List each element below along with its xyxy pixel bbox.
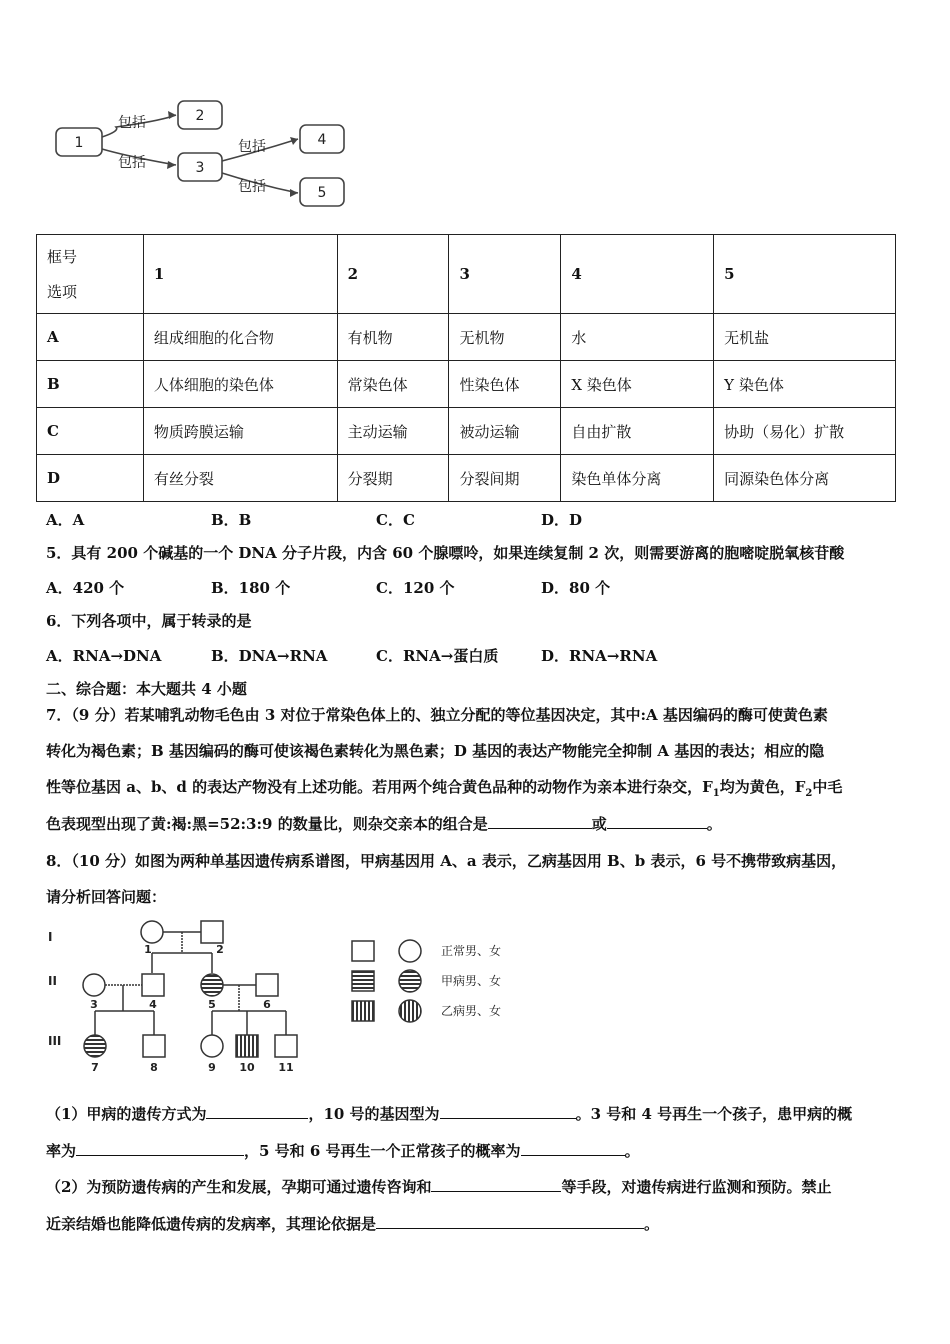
table-cell: 人体细胞的染色体 xyxy=(143,361,337,408)
q7-line-3-text: 中毛 xyxy=(812,778,843,796)
legend-disease-b-female xyxy=(399,1000,421,1022)
q5-option-d[interactable]: D．80 个 xyxy=(541,579,611,597)
legend-label: 乙病男、女 xyxy=(441,1004,502,1018)
header-bottom: 选项 xyxy=(47,283,78,301)
node-label-4: 4 xyxy=(317,132,327,148)
table-cell: 分裂期 xyxy=(337,455,449,502)
q8-part-1-line-2 xyxy=(46,1141,640,1161)
table-cell: 有丝分裂 xyxy=(143,455,337,502)
node-label-1: 1 xyxy=(74,135,84,151)
answer-blank[interactable] xyxy=(440,1104,576,1119)
legend-disease-a-male xyxy=(352,971,374,991)
individual-number: 5 xyxy=(208,998,216,1011)
answer-blank[interactable] xyxy=(431,1177,561,1192)
table-cell: 无机盐 xyxy=(714,314,896,361)
q8-text: 等手段，对遗传病进行监测和预防。禁止 xyxy=(561,1178,832,1196)
individual-number: 2 xyxy=(216,943,224,956)
node-label-2: 2 xyxy=(195,108,205,124)
header-top: 框号 xyxy=(47,248,78,266)
table-cell: 水 xyxy=(561,314,714,361)
individual-number: 10 xyxy=(239,1061,255,1074)
table-cell: 性染色体 xyxy=(449,361,561,408)
q8-text: 。 xyxy=(644,1215,660,1233)
edge-label: 包括 xyxy=(118,115,146,131)
pedigree-female-normal xyxy=(201,1035,223,1057)
table-cell: 协助（易化）扩散 xyxy=(714,408,896,455)
individual-number: 11 xyxy=(278,1061,294,1074)
q7-line-1: 7．（9 分）若某哺乳动物毛色由 3 对位于常染色体上的、独立分配的等位基因决定，其中:A 基因编码的酶可使黄色素 xyxy=(46,706,828,724)
table-cell: 无机物 xyxy=(449,314,561,361)
q6-option-b[interactable]: B．DNA→RNA xyxy=(211,647,328,665)
q7-line-4-text: 色表现型出现了黄:褐:黑=52:3:9 的数量比，则杂交亲本的组合是 xyxy=(46,815,488,833)
q8-line-2: 请分析回答问题： xyxy=(46,888,167,906)
legend-normal-female xyxy=(399,940,421,962)
table-row xyxy=(37,408,896,455)
answer-blank[interactable] xyxy=(607,814,707,829)
row-key: C xyxy=(37,408,144,455)
legend-disease-b-male xyxy=(352,1001,374,1021)
edge-label: 包括 xyxy=(118,155,146,171)
answer-blank[interactable] xyxy=(488,814,592,829)
column-header: 5 xyxy=(714,235,896,314)
table-cell: 组成细胞的化合物 xyxy=(143,314,337,361)
pedigree-female-normal xyxy=(141,921,163,943)
answer-blank[interactable] xyxy=(521,1141,625,1156)
table-row xyxy=(37,361,896,408)
answer-blank[interactable] xyxy=(76,1141,244,1156)
generation-label: III xyxy=(48,1034,62,1048)
concept-diagram xyxy=(50,95,360,213)
node-label-3: 3 xyxy=(195,160,205,176)
pedigree-male-normal xyxy=(142,974,164,996)
q8-text: ，5 号和 6 号再生一个正常孩子的概率为 xyxy=(244,1142,521,1160)
q7-line-3-text: 性等位基因 a、b、d 的表达产物没有上述功能。若用两个纯合黄色品种的动物作为亲本进行杂交，F xyxy=(46,778,713,796)
individual-number: 4 xyxy=(149,998,157,1011)
q5-stem: 5．具有 200 个碱基的一个 DNA 分子片段，内含 60 个腺嘌呤，如果连续复制 2 次，则需要游离的胞嘧啶脱氧核苷酸 xyxy=(46,544,845,562)
table-header-row xyxy=(37,235,896,314)
answer-blank[interactable] xyxy=(206,1104,308,1119)
q6-stem: 6．下列各项中，属于转录的是 xyxy=(46,612,252,630)
table-cell: 物质跨膜运输 xyxy=(143,408,337,455)
q6-option-a[interactable]: A．RNA→DNA xyxy=(46,647,162,665)
options-table xyxy=(36,234,896,502)
edge-label: 包括 xyxy=(238,179,266,195)
q7-line-4-text: 。 xyxy=(706,815,722,833)
individual-number: 1 xyxy=(144,943,152,956)
node-label-5: 5 xyxy=(317,185,327,201)
row-key: B xyxy=(37,361,144,408)
row-key: A xyxy=(37,314,144,361)
pedigree-female-normal xyxy=(83,974,105,996)
section-heading: 二、综合题：本大题共 4 小题 xyxy=(46,680,247,698)
individual-number: 8 xyxy=(150,1061,158,1074)
q8-text: 。3 号和 4 号再生一个孩子，患甲病的概 xyxy=(575,1105,853,1123)
table-cell: 有机物 xyxy=(337,314,449,361)
column-header: 3 xyxy=(449,235,561,314)
q8-part-1-line-1 xyxy=(46,1104,852,1124)
pedigree-male-normal xyxy=(275,1035,297,1057)
q8-part-2-line-2 xyxy=(46,1214,659,1234)
individual-number: 7 xyxy=(91,1061,99,1074)
q6-option-c[interactable]: C．RNA→蛋白质 xyxy=(376,647,499,665)
q7-line-2: 转化为褐色素；B 基因编码的酶可使该褐色素转化为黑色素；D 基因的表达产物能完全抑制 A 基因的表达；相应的隐 xyxy=(46,742,825,760)
pedigree-chart xyxy=(44,915,524,1075)
table-cell: X 染色体 xyxy=(561,361,714,408)
pedigree-female-disease-a xyxy=(84,1035,106,1057)
subscript: 1 xyxy=(712,788,720,799)
individual-number: 6 xyxy=(263,998,271,1011)
row-key: D xyxy=(37,455,144,502)
legend-disease-a-female xyxy=(399,970,421,992)
q7-line-4-text: 或 xyxy=(591,815,607,833)
pedigree-male-normal xyxy=(256,974,278,996)
column-header: 4 xyxy=(561,235,714,314)
subscript: 2 xyxy=(805,788,813,799)
q4-option-c[interactable]: C．C xyxy=(376,511,415,529)
table-cell: 同源染色体分离 xyxy=(714,455,896,502)
q8-part-2-line-1 xyxy=(46,1177,831,1197)
q8-line-1: 8．（10 分）如图为两种单基因遗传病系谱图，甲病基因用 A、a 表示，乙病基因用 B、b 表示，6 号不携带致病基因， xyxy=(46,852,847,870)
column-header: 1 xyxy=(143,235,337,314)
q5-option-a[interactable]: A．420 个 xyxy=(46,579,125,597)
pedigree-male-disease-b xyxy=(236,1035,258,1057)
table-row xyxy=(37,455,896,502)
individual-number: 3 xyxy=(90,998,98,1011)
q8-text: 近亲结婚也能降低遗传病的发病率，其理论依据是 xyxy=(46,1215,377,1233)
pedigree-male-normal xyxy=(201,921,223,943)
q7-line-3-text: 均为黄色，F xyxy=(719,778,806,796)
q5-option-c[interactable]: C．120 个 xyxy=(376,579,455,597)
column-header: 2 xyxy=(337,235,449,314)
generation-label: I xyxy=(48,930,53,944)
q8-text: ，10 号的基因型为 xyxy=(308,1105,440,1123)
edge-label: 包括 xyxy=(238,139,266,155)
header-corner xyxy=(37,235,144,314)
q8-text: （1）甲病的遗传方式为 xyxy=(46,1105,207,1123)
legend-label: 甲病男、女 xyxy=(441,974,502,988)
q4-option-d[interactable]: D．D xyxy=(541,511,583,529)
legend-normal-male xyxy=(352,941,374,961)
q8-text: 。 xyxy=(624,1142,640,1160)
individual-number: 9 xyxy=(208,1061,216,1074)
table-cell: 分裂间期 xyxy=(449,455,561,502)
q8-text: 率为 xyxy=(46,1142,77,1160)
generation-label: II xyxy=(48,974,57,988)
table-cell: 被动运输 xyxy=(449,408,561,455)
answer-blank[interactable] xyxy=(376,1214,644,1229)
table-row xyxy=(37,314,896,361)
q7-line-3 xyxy=(46,777,842,804)
q8-text: （2）为预防遗传病的产生和发展，孕期可通过遗传咨询和 xyxy=(46,1178,432,1196)
table-cell: 自由扩散 xyxy=(561,408,714,455)
q5-option-b[interactable]: B．180 个 xyxy=(211,579,291,597)
q7-line-4 xyxy=(46,814,722,834)
table-cell: 主动运输 xyxy=(337,408,449,455)
pedigree-male-normal xyxy=(143,1035,165,1057)
q4-option-b[interactable]: B．B xyxy=(211,511,252,529)
legend-label: 正常男、女 xyxy=(441,944,502,958)
pedigree-female-disease-a xyxy=(201,974,223,996)
q6-option-d[interactable]: D．RNA→RNA xyxy=(541,647,658,665)
q4-option-a[interactable]: A．A xyxy=(46,511,85,529)
table-cell: 染色单体分离 xyxy=(561,455,714,502)
table-cell: Y 染色体 xyxy=(714,361,896,408)
table-cell: 常染色体 xyxy=(337,361,449,408)
